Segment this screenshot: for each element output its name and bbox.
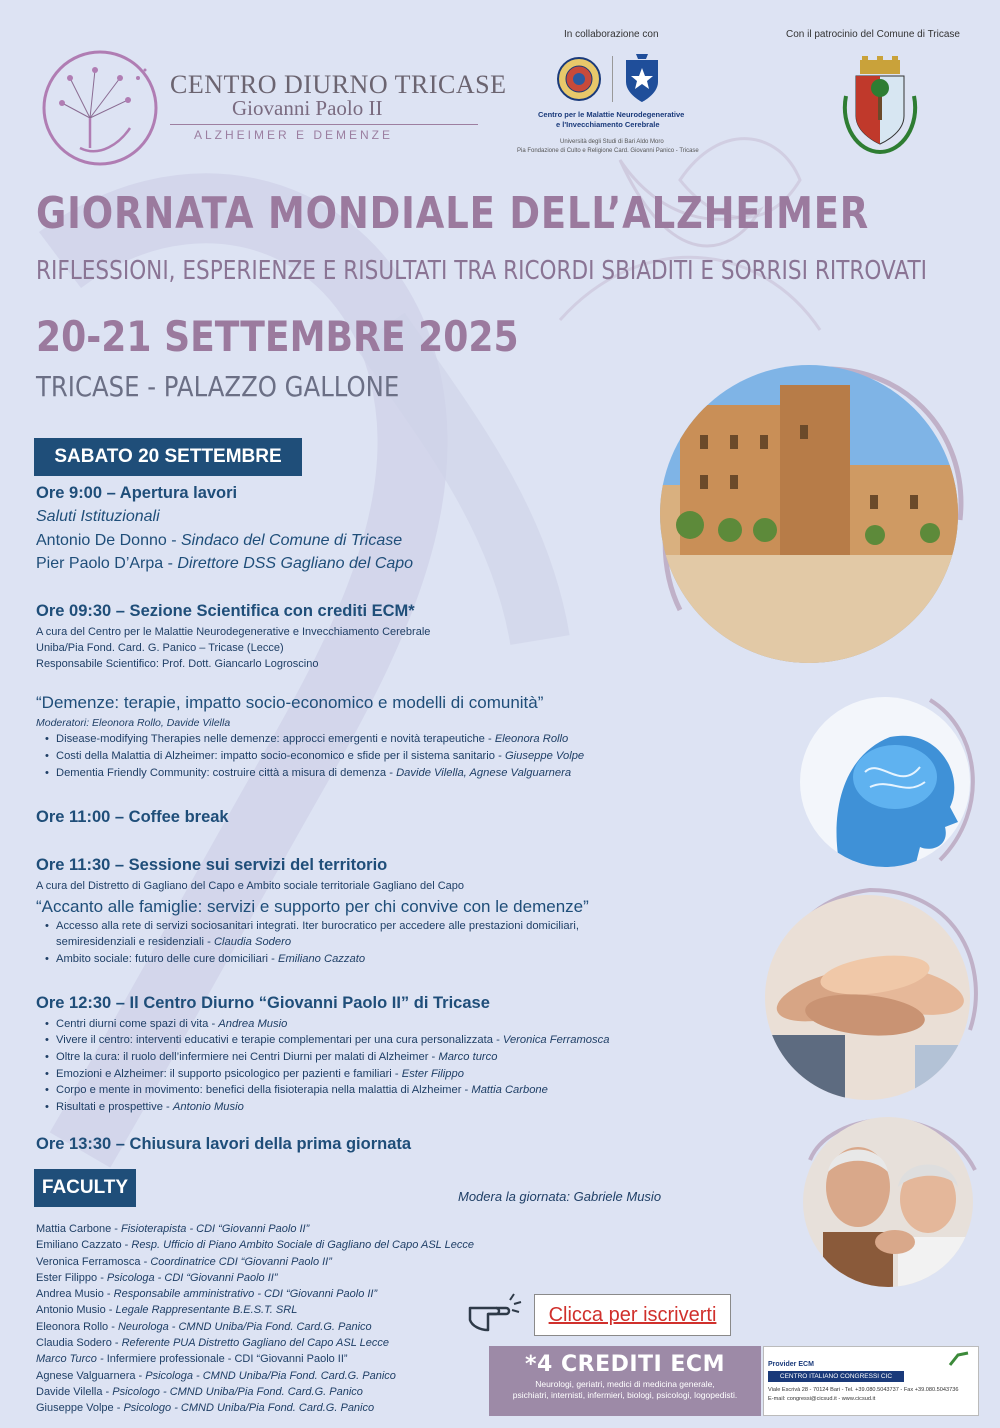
talk-item [56, 767, 571, 779]
faculty-role: Legale Rappresentante B.E.S.T. SRL [115, 1304, 298, 1317]
talk-speaker: Ester Filippo [401, 1068, 464, 1080]
faculty-member [36, 1370, 474, 1386]
talk-item [56, 953, 365, 965]
speaker-name: Pier Paolo D’Arpa - [36, 555, 178, 572]
provider-address: Viale Escrivà 28 - 70124 Bari - Tel. +39.080.5043737 - Fax +39.080.5043736 [768, 1387, 959, 1393]
faculty-role: Responsabile amministrativo - CDI “Giovanni Paolo II” [113, 1288, 378, 1301]
faculty-name: Giuseppe Volpe - [36, 1402, 124, 1415]
faculty-member [36, 1256, 474, 1272]
faculty-name: Marco Turco - [36, 1353, 107, 1366]
logo-separator [612, 56, 613, 102]
elderly-couple-photo [803, 1117, 973, 1287]
faculty-role: Coordinatrice CDI “Giovanni Paolo II” [150, 1255, 332, 1268]
patronage-label: Con il patrocinio del Comune di Tricase [786, 29, 960, 40]
session-detail: Responsabile Scientifico: Prof. Dott. Giancarlo Logroscino [36, 658, 319, 670]
faculty-member [36, 1288, 474, 1304]
talk-item [56, 1084, 548, 1096]
faculty-member [36, 1223, 474, 1239]
centro-subtitle: Giovanni Paolo II [232, 96, 383, 120]
provider-label: Provider ECM [768, 1361, 814, 1368]
session-title: “Accanto alle famiglie: servizi e supporto per chi convive con le demenze” [36, 897, 589, 916]
event-place: TRICASE - PALAZZO GALLONE [36, 370, 400, 403]
talk-item [56, 1101, 244, 1113]
talk-speaker: Mattia Carbone [471, 1084, 548, 1096]
faculty-member [36, 1402, 474, 1418]
talk-title: Dementia Friendly Community: costruire città a misura di demenza - [56, 767, 397, 779]
faculty-member [36, 1321, 474, 1337]
faculty-member [36, 1353, 474, 1369]
foundation-shield-icon [622, 52, 662, 104]
faculty-name: Veronica Ferramosca - [36, 1255, 151, 1268]
faculty-badge: FACULTY [34, 1169, 136, 1207]
speaker-role: Direttore DSS Gagliano del Capo [177, 555, 414, 572]
session-heading: Ore 13:30 – Chiusura lavori della prima giornata [36, 1135, 412, 1153]
pointing-hand-icon [466, 1290, 524, 1334]
faculty-role: Referente PUA Distretto Gagliano del Capo ASL Lecce [121, 1337, 390, 1350]
hands-together-photo [765, 895, 970, 1100]
faculty-name: Davide Vilella - [36, 1385, 113, 1398]
provider-contact: E-mail: congressi@cicsud.it - www.cicsud.it [768, 1396, 876, 1402]
speaker-name: Antonio De Donno - [36, 532, 181, 549]
day-moderator: Modera la giornata: Gabriele Musio [458, 1189, 662, 1204]
ecm-audience-2: psichiatri, internisti, infermieri, biologi, psicologi, logopedisti. [512, 1390, 738, 1400]
ecm-audience: Neurologi, geriatri, medici di medicina generale, [535, 1379, 715, 1389]
faculty-role: Psicologo - CMND Uniba/Pia Fond. Card.G. Panico [112, 1385, 363, 1398]
talk-title: Corpo e mente in movimento: benefici della fisioterapia nella malattia di Alzheimer - [56, 1084, 472, 1096]
event-title: GIORNATA MONDIALE DELL’ALZHEIMER [36, 188, 870, 239]
talk-title: Emozioni e Alzheimer: il supporto psicologico per pazienti e familiari - [56, 1068, 402, 1080]
talk-title: Costi della Malattia di Alzheimer: impatto socio-economico e sfide per il sistema sanitario - [56, 750, 505, 762]
palazzo-gallone-photo [660, 365, 958, 663]
session-heading: Ore 9:00 – Apertura lavori [36, 484, 238, 502]
faculty-name: Mattia Carbone - [36, 1223, 121, 1235]
faculty-member [36, 1337, 474, 1353]
faculty-member [36, 1386, 474, 1402]
moderators: Moderatori: Eleonora Rollo, Davide Vilella [36, 717, 231, 729]
talk-item [56, 1034, 609, 1046]
talk-speaker: Emiliano Cazzato [277, 953, 366, 965]
session-detail: A cura del Distretto di Gagliano del Capo e Ambito sociale territoriale Gagliano del Capo [36, 880, 465, 892]
talk-speaker: Antonio Musio [172, 1101, 244, 1113]
faculty-role: Fisioterapista - CDI “Giovanni Paolo II” [120, 1223, 310, 1235]
faculty-role: Resp. Ufficio di Piano Ambito Sociale di Gagliano del Capo ASL Lecce [131, 1239, 474, 1252]
day-badge: SABATO 20 SETTEMBRE [34, 438, 302, 476]
register-button[interactable]: Clicca per iscriverti [534, 1294, 731, 1336]
faculty-member [36, 1272, 474, 1288]
centro-tagline: ALZHEIMER E DEMENZE [194, 128, 394, 142]
talk-speaker: Eleonora Rollo [494, 733, 569, 745]
session-intro: Saluti Istituzionali [36, 508, 160, 525]
session-heading: Ore 11:30 – Sessione sui servizi del territorio [36, 856, 388, 874]
faculty-role: Psicologa - CMND Uniba/Pia Fond. Card.G. Panico [145, 1369, 396, 1382]
talk-speaker: Davide Vilella, Agnese Valguarnera [396, 767, 572, 779]
talk-title: semiresidenziali e residenziali - [56, 936, 214, 948]
talk-title: Oltre la cura: il ruolo dell’infermiere nei Centri Diurni per malati di Alzheimer - [56, 1051, 439, 1063]
faculty-role: Neurologa - CMND Uniba/Pia Fond. Card.G. Panico [117, 1320, 372, 1333]
speaker-line [36, 532, 402, 550]
talk-speaker: Andrea Musio [218, 1018, 288, 1030]
talk-speaker: Marco turco [438, 1051, 498, 1063]
university-seal-icon [556, 56, 602, 102]
faculty-name: Ester Filippo - [36, 1271, 107, 1284]
faculty-role: Psicologa - CDI “Giovanni Paolo II” [106, 1271, 278, 1284]
talk-item [56, 1018, 287, 1030]
faculty-name: Andrea Musio - [36, 1288, 114, 1301]
collab-centre-name: Centro per le Malattie Neurodegenerative [538, 110, 685, 119]
cic-logo-icon [948, 1351, 970, 1367]
faculty-name: Antonio Musio - [36, 1304, 116, 1317]
faculty-member [36, 1304, 474, 1320]
speaker-role: Sindaco del Comune di Tricase [180, 532, 403, 549]
tricase-coat-of-arms-icon [838, 56, 922, 156]
provider-box [763, 1346, 979, 1416]
talk-speaker: Claudia Sodero [213, 936, 292, 948]
ecm-title: *4 CREDITI ECM [525, 1352, 725, 1377]
talk-item [56, 1051, 497, 1063]
collab-university: Università degli Studi di Bari Aldo Moro [560, 139, 664, 145]
talk-speaker: Giuseppe Volpe [504, 750, 585, 762]
session-heading: Ore 11:00 – Coffee break [36, 808, 229, 826]
session-detail: Uniba/Pia Fond. Card. G. Panico – Tricase (Lecce) [36, 642, 284, 654]
talk-item-cont [56, 936, 291, 948]
centro-diurno-logo-icon [40, 48, 160, 168]
session-heading: Ore 09:30 – Sezione Scientifica con crediti ECM* [36, 602, 415, 620]
talk-title: Disease-modifying Therapies nelle demenze: approcci emergenti e novità terapeutiche - [56, 733, 495, 745]
talk-item [56, 1068, 464, 1080]
faculty-name: Emiliano Cazzato - [36, 1239, 132, 1252]
session-heading: Ore 12:30 – Il Centro Diurno “Giovanni Paolo II” di Tricase [36, 994, 490, 1012]
talk-title: Centri diurni come spazi di vita - [56, 1018, 219, 1030]
talk-speaker: Veronica Ferramosca [502, 1034, 610, 1046]
provider-name: CENTRO ITALIANO CONGRESSI CIC [768, 1371, 904, 1382]
talk-item [56, 750, 584, 762]
centro-title: CENTRO DIURNO TRICASE [170, 70, 507, 99]
collab-label: In collaborazione con [564, 29, 659, 40]
collab-foundation: Pia Fondazione di Culto e Religione Card. Giovanni Panico - Tricase [517, 148, 699, 154]
faculty-role: Infermiere professionale - CDI “Giovanni Paolo II” [106, 1353, 348, 1366]
event-subtitle: RIFLESSIONI, ESPERIENZE E RISULTATI TRA RICORDI SBIADITI E SORRISI RITROVATI [36, 256, 928, 286]
brain-illustration [800, 697, 970, 867]
talk-item: • Accesso alla rete di servizi sociosanitari integrati. Iter burocratico per accedere alle prestazioni domiciliari, [56, 920, 579, 932]
faculty-name: Claudia Sodero - [36, 1337, 122, 1350]
talk-item [56, 733, 568, 745]
session-title: “Demenze: terapie, impatto socio-economico e modelli di comunità” [36, 693, 544, 712]
faculty-name: Agnese Valguarnera - [36, 1369, 146, 1382]
speaker-line [36, 555, 413, 573]
ecm-credits-box [489, 1346, 761, 1416]
faculty-name: Eleonora Rollo - [36, 1320, 118, 1333]
talk-title: Vivere il centro: interventi educativi e terapie complementari per una cura personalizzata - [56, 1034, 503, 1046]
session-detail: A cura del Centro per le Malattie Neurodegenerative e Invecchiamento Cerebrale [36, 626, 431, 638]
divider [170, 124, 478, 125]
collab-centre-name-2: e l'Invecchiamento Cerebrale [556, 120, 660, 129]
faculty-member [36, 1239, 474, 1255]
event-date: 20-21 SETTEMBRE 2025 [36, 312, 519, 361]
faculty-role: Psicologo - CMND Uniba/Pia Fond. Card.G. Panico [123, 1402, 375, 1415]
talk-title: Risultati e prospettive - [56, 1101, 173, 1113]
faculty-list [36, 1223, 474, 1419]
talk-title: Ambito sociale: futuro delle cure domiciliari - [56, 953, 278, 965]
